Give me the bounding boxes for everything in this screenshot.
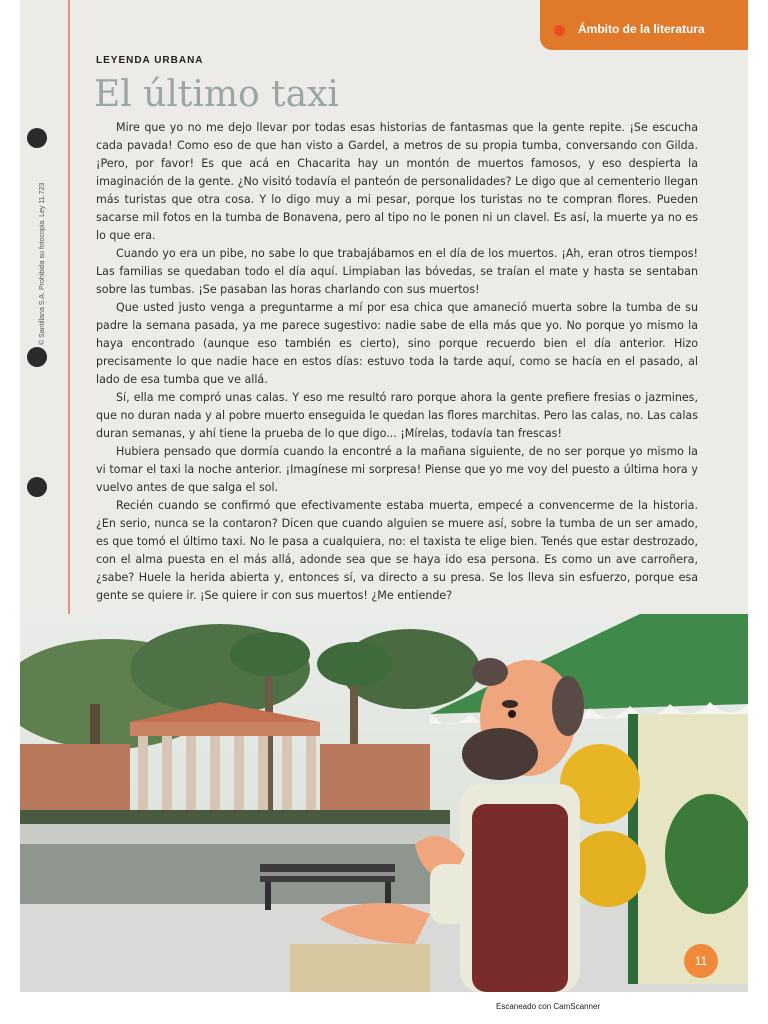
- illustration-flower-seller: [20, 614, 748, 992]
- genre-label: LEYENDA URBANA: [96, 55, 204, 66]
- paragraph: Recién cuando se confirmó que efectivamente estaba muerta, empecé a convencerme de la historia. ¿En serio, nunca se la contaron? Dicen que cuando alguien se muere así, sobre la tumba de un ser amado, es que tomó el último taxi. No le pasa a cualquiera, no: el taxista te elige bien. Tenés que estar destrozado, con el alma puesta en el más allá, adonde sea que se haya ido esa persona. Es como un ave carroñera, ¿sabe? Huele la herida abierta y, entonces sí, va directo a su presa. Se los lleva sin esfuerzo, porque esa gente se quiere ir. ¡Se quiere ir con sus muertos! ¿Me entiende?: [96, 499, 698, 602]
- paragraph: Cuando yo era un pibe, no sabe lo que trabajábamos en el día de los muertos. ¡Ah, eran otros tiempos! Las familias se quedaban todo el día aquí. Limpiaban las bóvedas, se traían el mate y hasta se sentaban sobre las tumbas. ¡Se pasaban las horas charlando con sus muertos!: [96, 247, 698, 296]
- copyright-text: © Santillana S.A. Prohibida su fotocopia. Ley 11.723: [39, 182, 46, 345]
- copyright-note: [39, 182, 51, 345]
- binder-hole: [27, 347, 47, 367]
- section-tab: [540, 0, 748, 50]
- binder-hole: [27, 128, 47, 148]
- paragraph: Hubiera pensado que dormía cuando la encontré a la mañana siguiente, de no ser porque yo mismo la vi tomar el taxi la noche anterior. ¡Imagínese mi sorpresa! Piense que yo me voy del puesto a última hora y vuelvo antes de que salga el sol.: [96, 445, 698, 494]
- page-number: 11: [684, 944, 718, 978]
- page-title: El último taxi: [94, 74, 339, 115]
- margin-line: [68, 0, 70, 650]
- paragraph: Sí, ella me compró unas calas. Y eso me resultó raro porque ahora la gente prefiere fresias o jazmines, que no duran nada y al pobre muerto enseguida le quedan las flores marchitas. Pero las calas, no. Las calas duran semanas, y ahí tiene la prueba de lo que digo... ¡Mírelas, todavía tan frescas!: [96, 391, 698, 440]
- scanner-credit: Escaneado con CamScanner: [496, 1002, 601, 1011]
- section-dot-icon: [554, 25, 565, 36]
- paragraph: Que usted justo venga a preguntarme a mí por esa chica que amaneció muerta sobre la tumba de su padre la semana pasada, ya me parece sugestivo: nadie sabe de ella más que yo. No porque yo mismo la haya encontrado (aunque eso también es cierto), sino porque recuerdo bien el día anterior. Hizo precisamente lo que nadie hace en estos días: estuvo toda la tarde aquí, como se hacía en el pasado, al lado de esa tumba que ve allá.: [96, 301, 698, 386]
- section-tab-label: Ámbito de la literatura: [578, 22, 705, 36]
- book-page: [20, 0, 748, 992]
- paragraph: Mire que yo no me dejo llevar por todas esas historias de fantasmas que la gente repite. ¡Se escucha cada pavada! Como eso de que han visto a Gardel, a metros de su propia tumba, conversando con Gilda. ¡Pero, por favor! Es que acá en Chacarita hay un montón de muertos famosos, y eso despierta la imaginación de la gente. ¿No visitó todavía el panteón de personalidades? Le digo que al cementerio llegan más turistas que otra cosa. Y lo digo muy a mi pesar, porque los turistas no te compran flores. Pueden sacarse mil fotos en la tumba de Bonavena, pero al tipo no le ponen ni un clavel. Es así, la muerte ya no es lo que era.: [96, 121, 698, 242]
- binder-hole: [27, 477, 47, 497]
- story-text: [96, 119, 698, 605]
